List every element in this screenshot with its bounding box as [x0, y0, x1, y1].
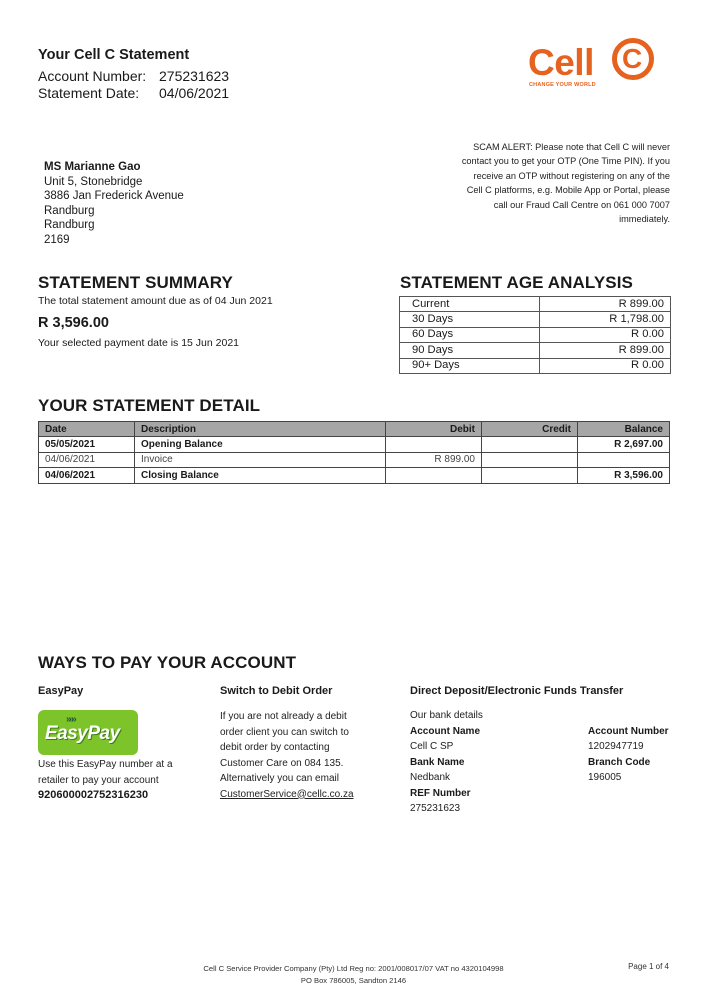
address-line: Randburg — [44, 204, 95, 217]
address-line: Unit 5, Stonebridge — [44, 175, 143, 188]
footer-company-line: Cell C Service Provider Company (Pty) Ltd Reg no: 2001/008017/07 VAT no 4320104998 — [203, 964, 504, 973]
statement-date-value: 04/06/2021 — [159, 85, 230, 101]
summary-heading: STATEMENT SUMMARY — [38, 273, 233, 292]
age-row: 30 Days R 1,798.00 — [400, 312, 671, 327]
table-row: 05/05/2021 Opening Balance R 2,697.00 — [39, 437, 670, 453]
detail-heading: YOUR STATEMENT DETAIL — [38, 396, 261, 415]
account-number-label: Account Number: — [38, 68, 147, 84]
summary-due-text: The total statement amount due as of 04 Jun 2021 — [38, 295, 273, 307]
bank-account-number-value: 1202947719 — [588, 741, 644, 752]
statement-detail-table — [38, 421, 670, 484]
logo-tagline: CHANGE YOUR WORLD — [529, 82, 596, 88]
ways-to-pay-heading: WAYS TO PAY YOUR ACCOUNT — [38, 653, 297, 672]
scam-alert: SCAM ALERT: Please note that Cell C will never contact you to get your OTP (One Time PIN). If you receive an OTP without registering on any of the Cell C platforms, e.g. Mobile App or Portal, please call our Fraud Call Centre on 061 000 7007 immediately. — [461, 142, 670, 225]
easypay-logo — [38, 710, 138, 755]
age-row: 90+ Days R 0.00 — [400, 358, 671, 373]
easypay-arrows-icon: »»» — [66, 714, 74, 725]
easypay-instructions: Use this EasyPay number at a retailer to pay your account 920600002752316230 — [38, 757, 173, 804]
account-number-row — [38, 68, 229, 84]
address-line: 2169 — [44, 233, 70, 246]
branch-code-label: Branch Code — [588, 756, 651, 768]
address-line: 3886 Jan Frederick Avenue — [44, 190, 184, 203]
col-balance: Balance — [578, 422, 670, 437]
summary-amount: R 3,596.00 — [38, 315, 109, 331]
debit-order-title: Switch to Debit Order — [220, 685, 333, 697]
table-row: 04/06/2021 Closing Balance R 3,596.00 — [39, 468, 670, 484]
col-credit: Credit — [482, 422, 578, 437]
account-number-value: 275231623 — [159, 68, 230, 84]
account-name-value: Cell C SP — [410, 741, 454, 752]
ref-number-label: REF Number — [410, 787, 471, 799]
account-name-label: Account Name — [410, 725, 481, 737]
branch-code-value: 196005 — [588, 772, 622, 783]
detail-header-row — [39, 422, 670, 437]
statement-date-row — [38, 85, 229, 101]
address-line: Randburg — [44, 219, 95, 232]
easypay-number: 920600002752316230 — [38, 789, 149, 801]
footer-address-line: PO Box 786005, Sandton 2146 — [300, 976, 407, 985]
customer-name: MS Marianne Gao — [44, 161, 141, 173]
eft-bank-details-right — [588, 724, 669, 786]
page-number: Page 1 of 4 — [628, 962, 669, 971]
col-date: Date — [39, 422, 135, 437]
bank-name-value: Nedbank — [410, 772, 451, 783]
bank-account-number-label: Account Number — [588, 725, 669, 737]
summary-payment-date: Your selected payment date is 15 Jun 2021 — [38, 337, 240, 349]
logo-c-ring-icon: C — [612, 38, 654, 80]
cell-c-logo — [528, 36, 658, 96]
ref-number-value: 275231623 — [410, 803, 461, 814]
statement-date-label: Statement Date: — [38, 85, 140, 101]
age-analysis-table — [399, 296, 671, 374]
easypay-title: EasyPay — [38, 685, 84, 697]
eft-title: Direct Deposit/Electronic Funds Transfer — [410, 685, 624, 697]
col-debit: Debit — [386, 422, 482, 437]
logo-brand-text: Cell — [528, 42, 594, 83]
easypay-logo-text: EasyPay — [45, 723, 120, 744]
statement-title: Your Cell C Statement — [38, 47, 190, 63]
table-row: 04/06/2021 Invoice R 899.00 — [39, 452, 670, 468]
debit-order-text: If you are not already a debit order client you can switch to debit order by contacting Customer Care on 084 135. Alternatively you can email CustomerService@cellc.co.za — [220, 709, 354, 802]
col-description: Description — [135, 422, 386, 437]
age-row: Current R 899.00 — [400, 297, 671, 312]
footer — [0, 963, 707, 987]
customer-service-email-link[interactable]: CustomerService@cellc.co.za — [220, 788, 354, 800]
age-analysis-heading: STATEMENT AGE ANALYSIS — [400, 273, 633, 292]
age-row: 60 Days R 0.00 — [400, 327, 671, 342]
bank-name-label: Bank Name — [410, 756, 465, 768]
eft-bank-details: Our bank details Account Name Cell C SP Bank Name Nedbank REF Number 275231623 — [410, 708, 483, 817]
age-row: 90 Days R 899.00 — [400, 343, 671, 358]
customer-address — [44, 160, 184, 248]
